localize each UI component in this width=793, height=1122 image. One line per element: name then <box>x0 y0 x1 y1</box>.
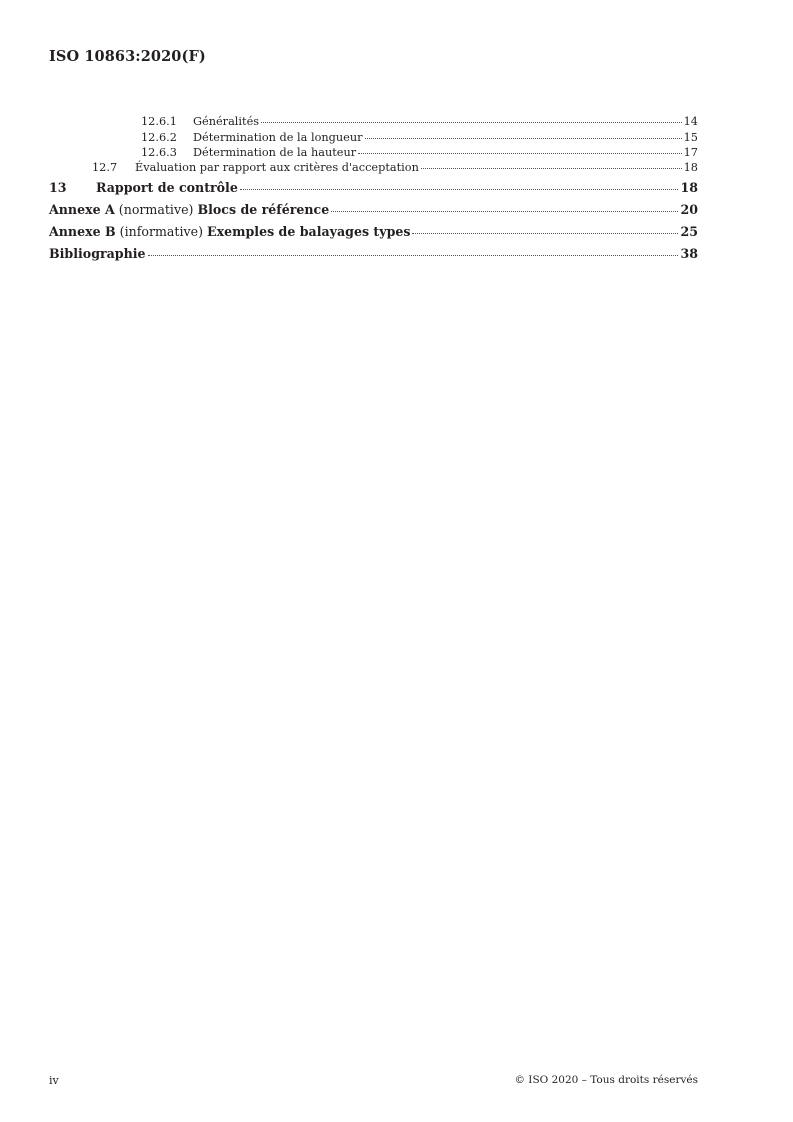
annex-title: Exemples de balayages types <box>207 223 411 239</box>
annex-label: Annexe B <box>49 223 116 239</box>
toc-entry-number: 12.6.1 <box>141 115 177 128</box>
toc-entry-13[interactable] <box>49 177 698 199</box>
toc-entry-number: 12.6.3 <box>141 145 177 159</box>
toc-entry-title: Généralités <box>193 115 260 128</box>
toc-entry-bibliography[interactable] <box>49 243 698 265</box>
annex-qualifier: (informative) <box>119 223 204 239</box>
toc-entry-title: Évaluation par rapport aux critères d'acceptation <box>135 160 419 174</box>
dot-leader <box>148 254 679 256</box>
toc-entry-annex-b[interactable] <box>49 221 698 243</box>
table-of-contents <box>49 114 698 265</box>
toc-entry-page: 18 <box>680 179 698 195</box>
toc-entry-number: 13 <box>49 179 67 195</box>
dot-leader <box>358 152 681 154</box>
toc-entry-page: 18 <box>683 160 698 174</box>
toc-entry-number: 12.6.2 <box>141 130 177 144</box>
toc-entry-page: 20 <box>680 201 698 217</box>
annex-title: Blocs de référence <box>197 201 330 217</box>
toc-entry-page: 25 <box>680 223 698 239</box>
dot-leader <box>421 167 682 169</box>
toc-entry-12-6-1[interactable] <box>49 114 698 130</box>
document-header: ISO 10863:2020(F) <box>49 48 206 65</box>
toc-entry-page: 17 <box>683 145 698 159</box>
footer-copyright: © ISO 2020 – Tous droits réservés <box>514 1074 698 1086</box>
toc-entry-page: 15 <box>683 130 698 144</box>
dot-leader <box>365 137 682 139</box>
footer-page-number: iv <box>49 1074 59 1087</box>
toc-entry-page: 14 <box>683 115 698 128</box>
dot-leader <box>331 210 678 212</box>
toc-entry-number: 12.7 <box>92 160 118 174</box>
toc-entry-12-7[interactable] <box>49 160 698 177</box>
toc-entry-page: 38 <box>680 245 698 261</box>
dot-leader <box>412 232 678 234</box>
toc-entry-12-6-3[interactable] <box>49 145 698 160</box>
annex-label: Annexe A <box>49 201 115 217</box>
annex-qualifier: (normative) <box>118 201 194 217</box>
toc-entry-annex-a[interactable] <box>49 199 698 221</box>
dot-leader <box>240 188 679 190</box>
toc-entry-12-6-2[interactable] <box>49 130 698 145</box>
toc-entry-title: Détermination de la hauteur <box>193 145 357 159</box>
toc-entry-title: Rapport de contrôle <box>96 179 238 195</box>
toc-entry-title: Bibliographie <box>49 245 146 261</box>
dot-leader <box>261 121 682 123</box>
toc-entry-title: Détermination de la longueur <box>193 130 363 144</box>
